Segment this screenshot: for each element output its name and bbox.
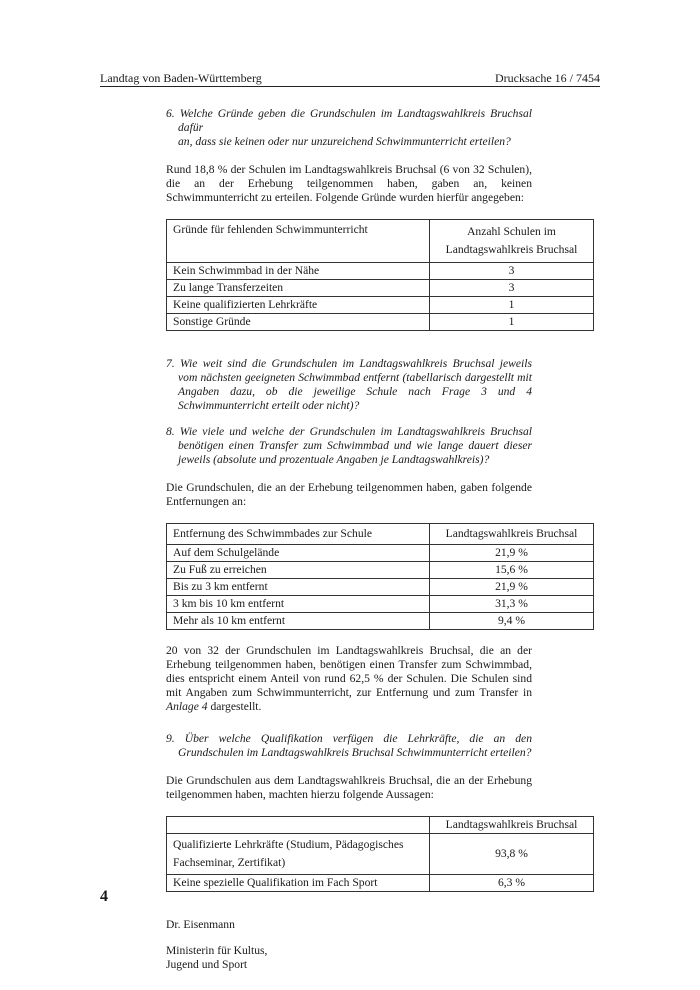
row-label: Sonstige Gründe [167, 314, 430, 331]
table-row [167, 562, 594, 579]
table-header-cell [167, 817, 430, 834]
row-value: 3 [430, 280, 594, 297]
question-7: 7. Wie weit sind die Grundschulen im Landtagswahlkreis Bruchsal jeweils vom nächsten geeigneten Schwimmbad entfernt (tabellarisch dargestellt mit Angaben dazu, ob die jeweilige Schule nach Frage 3 und 4 Schwimmunterricht erteilt oder nicht)? [166, 357, 532, 412]
table-row [167, 314, 594, 331]
row-value: 9,4 % [430, 613, 594, 630]
table-header-cell [430, 220, 594, 263]
header-left: Landtag von Baden-Württemberg [100, 71, 262, 85]
row-label-line: Qualifizierte Lehrkräfte (Studium, Pädagogisches [173, 838, 404, 851]
anlage-reference: Anlage 4 [166, 700, 208, 713]
signature-name: Dr. Eisenmann [166, 918, 235, 931]
row-label: Mehr als 10 km entfernt [167, 613, 430, 630]
row-label: Zu Fuß zu erreichen [167, 562, 430, 579]
question-6-line2: an, dass sie keinen oder nur unzureichend Schwimmunterricht erteilen? [178, 135, 511, 148]
table-row [167, 263, 594, 280]
transfer-text-after: dargestellt. [207, 700, 262, 713]
row-label: Zu lange Transferzeiten [167, 280, 430, 297]
signature-title-line2: Jugend und Sport [166, 958, 248, 971]
table-header-line: Landtagswahlkreis Bruchsal [445, 243, 578, 256]
transfer-text-before: 20 von 32 der Grundschulen im Landtagswahlkreis Bruchsal, die an der Erhebung teilgenommen haben, benötigen einen Transfer zum Schwimmbad, dies entspricht einem Anteil von rund 62,5 % der Schulen. Die Schulen sind mit Angaben zum Schwimmunterricht, zur Entfernung und zum Transfer in [166, 644, 532, 699]
header-right: Drucksache 16 / 7454 [495, 71, 600, 85]
table-header-row [167, 220, 594, 263]
table-row [167, 579, 594, 596]
row-value: 3 [430, 263, 594, 280]
qualification-table [166, 816, 594, 892]
table-row [167, 545, 594, 562]
reasons-table [166, 219, 594, 331]
row-value: 1 [430, 314, 594, 331]
table-header-row [167, 524, 594, 545]
row-value: 31,3 % [430, 596, 594, 613]
row-value: 15,6 % [430, 562, 594, 579]
table-header-row [167, 817, 594, 834]
question-8: 8. Wie viele und welche der Grundschulen im Landtagswahlkreis Bruchsal benötigen einen Transfer zum Schwimmbad und wie lange dauert dieser jeweils (absolute und prozentuale Angaben je Landtagswahlkreis)? [166, 425, 532, 466]
answer-9-paragraph: Die Grundschulen aus dem Landtagswahlkreis Bruchsal, die an der Erhebung teilgenommen haben, machten hierzu folgende Aussagen: [166, 774, 532, 801]
row-label [167, 834, 430, 875]
table-header-cell: Landtagswahlkreis Bruchsal [430, 817, 594, 834]
table-header-cell: Landtagswahlkreis Bruchsal [430, 524, 594, 545]
row-value: 21,9 % [430, 579, 594, 596]
table-row [167, 280, 594, 297]
table-row [167, 613, 594, 630]
row-label: Keine qualifizierten Lehrkräfte [167, 297, 430, 314]
row-label-line: Fachseminar, Zertifikat) [173, 856, 286, 869]
table-row [167, 596, 594, 613]
question-6 [166, 107, 532, 149]
row-label: Bis zu 3 km entfernt [167, 579, 430, 596]
table-row [167, 875, 594, 892]
table-header-line: Anzahl Schulen im [467, 225, 556, 238]
question-6-line1: 6. Welche Gründe geben die Grundschulen im Landtagswahlkreis Bruchsal dafür [166, 107, 532, 134]
answer-7-8-paragraph: Die Grundschulen, die an der Erhebung teilgenommen haben, gaben folgende Entfernungen an: [166, 481, 532, 508]
row-value: 6,3 % [430, 875, 594, 892]
answer-6-paragraph: Rund 18,8 % der Schulen im Landtagswahlkreis Bruchsal (6 von 32 Schulen), die an der Erhebung teilgenommen haben, gaben an, keinen Schwimmunterricht zu erteilen. Folgende Gründe wurden hierfür angegeben: [166, 163, 532, 204]
row-label: Auf dem Schulgelände [167, 545, 430, 562]
row-label: 3 km bis 10 km entfernt [167, 596, 430, 613]
document-body [166, 107, 578, 972]
row-label: Kein Schwimmbad in der Nähe [167, 263, 430, 280]
table-row [167, 297, 594, 314]
signature-title [166, 944, 532, 972]
table-header-cell: Entfernung des Schwimmbades zur Schule [167, 524, 430, 545]
row-value: 93,8 % [430, 834, 594, 875]
distance-table [166, 523, 594, 630]
transfer-paragraph [166, 644, 532, 714]
table-header-cell: Gründe für fehlenden Schwimmunterricht [167, 220, 430, 263]
row-label: Keine spezielle Qualifikation im Fach Sport [167, 875, 430, 892]
row-value: 21,9 % [430, 545, 594, 562]
row-value: 1 [430, 297, 594, 314]
page-number: 4 [100, 888, 108, 905]
table-row [167, 834, 594, 875]
header-rule [100, 86, 600, 87]
question-9: 9. Über welche Qualifikation verfügen die Lehrkräfte, die an den Grundschulen im Landtagswahlkreis Bruchsal Schwimmunterricht erteilen? [166, 732, 532, 759]
signature-title-line1: Ministerin für Kultus, [166, 944, 268, 957]
